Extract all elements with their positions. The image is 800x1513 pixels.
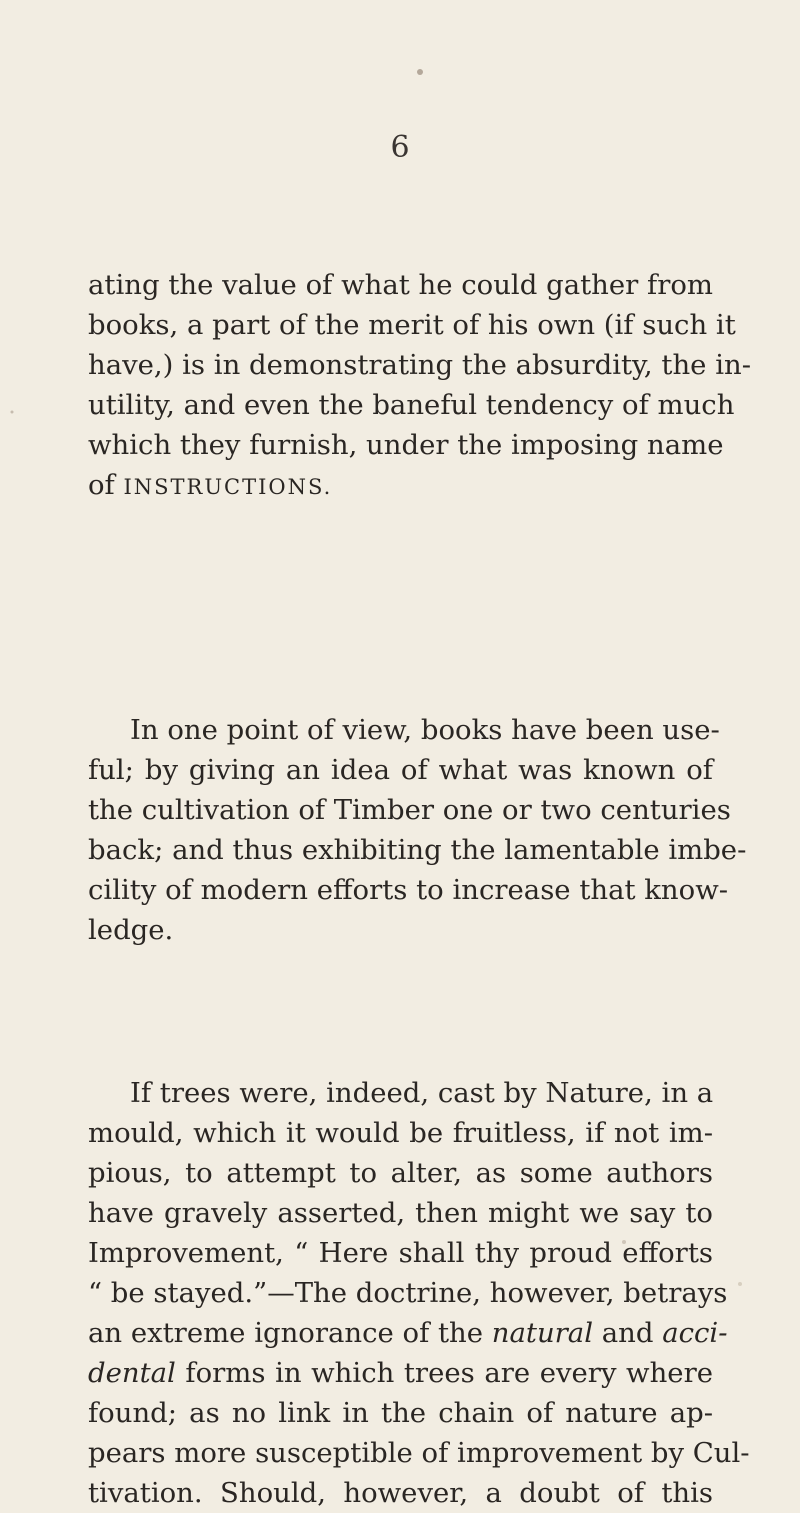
paragraph-1 <box>88 265 751 507</box>
text-line: Improvement, “ Here shall thy proud efforts <box>88 1237 713 1269</box>
text-line: the cultivation of Timber one or two centuries <box>88 794 731 826</box>
text-line: pears more susceptible of improvement by Cul- <box>88 1437 750 1469</box>
text-line: If trees were, indeed, cast by Nature, in a <box>130 1077 714 1109</box>
text-line: books, a part of the merit of his own (if such it <box>88 309 736 341</box>
text-line <box>88 465 713 507</box>
text-line: mould, which it would be fruitless, if not im- <box>88 1117 713 1149</box>
text-line: ledge. <box>88 914 174 946</box>
text-fragment: and <box>593 1317 663 1349</box>
italic-word: natural <box>491 1317 594 1349</box>
text-line: ating the value of what he could gather from <box>88 269 713 301</box>
italic-word: acci- <box>662 1317 728 1349</box>
paragraph-2 <box>88 710 747 950</box>
text-line: ful; by giving an idea of what was known of <box>88 754 713 786</box>
page-number: 6 <box>390 130 410 165</box>
instructions-smallcaps: INSTRUCTIONS. <box>123 475 333 499</box>
text-fragment: an extreme ignorance of the <box>88 1317 492 1349</box>
text-line: utility, and even the baneful tendency of much <box>88 389 735 421</box>
text-line: back; and thus exhibiting the lamentable imbe- <box>88 834 747 866</box>
paragraph-3 <box>88 1073 750 1513</box>
text-line: found; as no link in the chain of nature ap- <box>88 1397 713 1429</box>
text-fragment: forms in which trees are every where <box>175 1357 713 1389</box>
text-line: “ be stayed.”—The doctrine, however, betrays <box>88 1277 728 1309</box>
italic-word: dental <box>88 1357 176 1389</box>
text-line: which they furnish, under the imposing name <box>88 429 724 461</box>
text-line <box>88 1353 713 1393</box>
text-line: have gravely asserted, then might we say to <box>88 1197 713 1229</box>
text-line <box>88 1313 728 1353</box>
text-fragment: of <box>88 469 124 501</box>
text-line: have,) is in demonstrating the absurdity, the in- <box>88 349 751 381</box>
text-line: cility of modern efforts to increase that know- <box>88 874 729 906</box>
text-line: In one point of view, books have been use- <box>130 714 720 746</box>
text-line: tivation. Should, however, a doubt of this <box>88 1477 713 1509</box>
text-line: pious, to attempt to alter, as some authors <box>88 1157 713 1189</box>
